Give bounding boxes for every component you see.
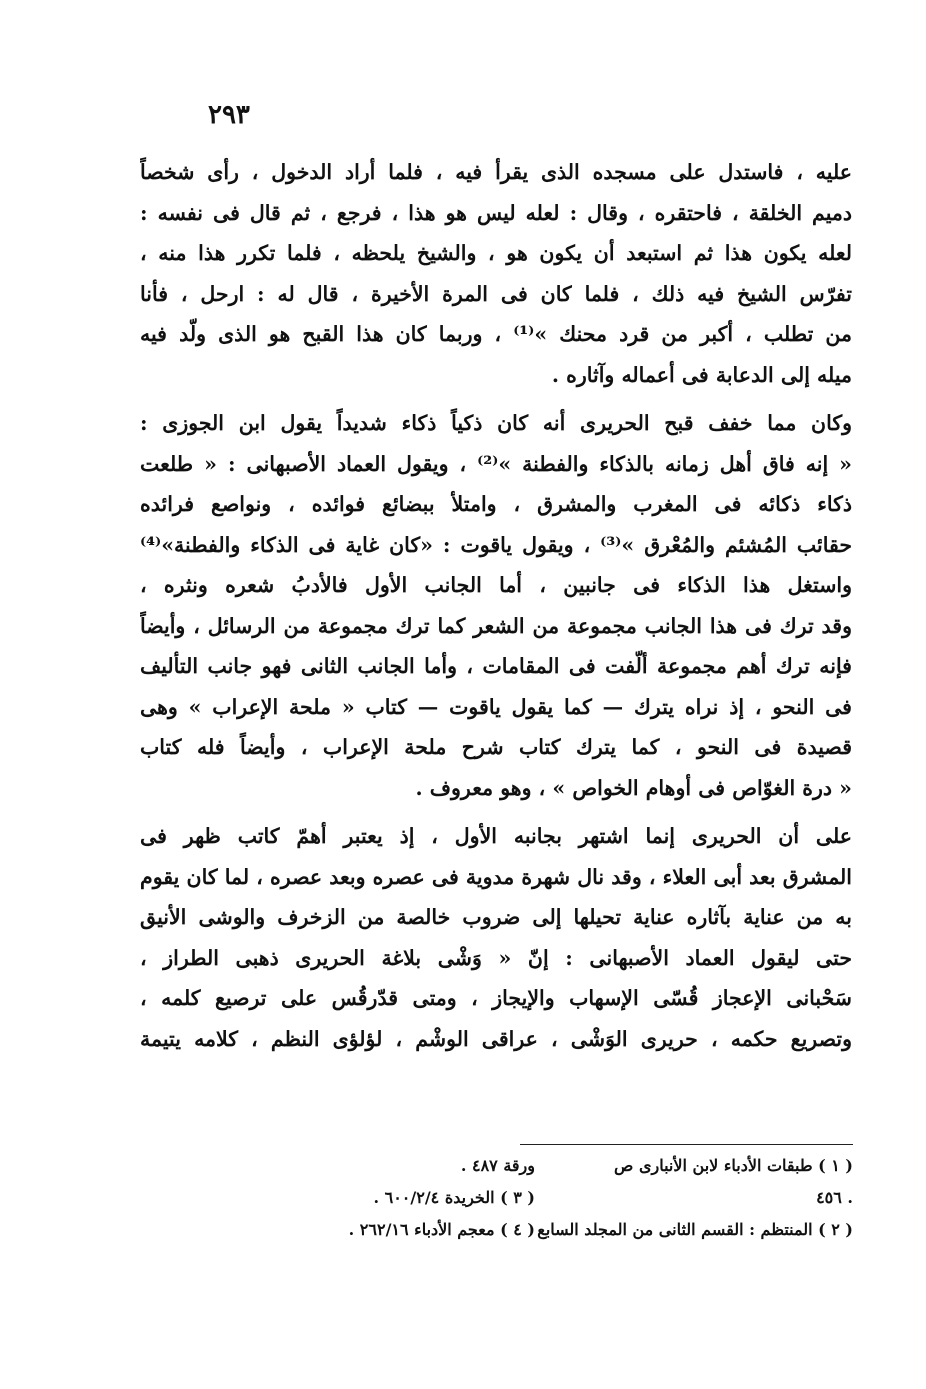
footnote-1-continuation: ورقة ٤٨٧ .: [460, 1156, 535, 1175]
text-line: حتى ليقول العماد الأصبهانى : إنّ « وَشْى بلاغة الحريرى ذهبى الطراز ،: [140, 945, 852, 970]
text-line: وتصريع حكمه ، حريرى الوَشْى ، عراقى الوشْم ، لؤلؤى النظم ، كلامه يتيمة: [140, 1026, 852, 1051]
text-line: سَحْبانى الإعجاز قُسّى الإسهاب والإيجاز ، ومتى قدّرقُس على ترصيع كلمه ،: [140, 986, 852, 1010]
footnote-row: [260, 1150, 853, 1182]
text-line: المشرق بعد أبى العلاء ، وقد نال شهرة مدوية فى عصره وبعد عصره ، لما كان يقوم: [140, 864, 852, 889]
text-line: لعله يكون هذا ثم استبعد أن يكون هو ، والشيخ يلحظه ، فلما تكرر هذا منه ،: [140, 241, 852, 265]
text-line: تفرّس الشيخ فيه ذلك ، فلما كان فى المرة الأخيرة ، قال له : ارحل ، فأنا: [140, 281, 852, 306]
footnotes: [260, 1150, 853, 1246]
text-line: عليه ، فاستدل على مسجده الذى يقرأ فيه ، فلما أراد الدخول ، رأى شخصاً: [140, 160, 852, 184]
paragraph-3: [140, 816, 852, 1059]
text-line: فى النحو ، إذ نراه يترك — كما يقول ياقوت — كتاب « ملحة الإعراب » وهى: [140, 694, 852, 719]
page-number: ٢٩٣: [208, 100, 250, 130]
body-text: [140, 152, 852, 1059]
text-line: به من عناية بآثاره عناية تحيلها إلى ضروب خالصة من الزخرف والوشى الأنيق: [140, 905, 852, 929]
text-line: دميم الخلقة ، فاحتقره ، وقال : لعله ليس هو هذا ، فرجع ، ثم قال فى نفسه :: [140, 200, 852, 225]
text-line: « إنه فاق أهل زمانه بالذكاء والفطنة »⁽²⁾ ، ويقول العماد الأصبهانى : « طلعت: [140, 451, 852, 476]
footnote-row: [260, 1182, 853, 1214]
text-line: حقائب المُشئم والمُعْرق »⁽³⁾ ، ويقول ياقوت : «كان غاية فى الذكاء والفطنة»⁽⁴⁾: [140, 532, 852, 557]
text-line: فإنه ترك أهم مجموعة ألّفت فى المقامات ، وأما الجانب الثانى فهو جانب التأليف: [140, 654, 852, 678]
footnote-1-page: . ٤٥٦: [816, 1188, 853, 1207]
footnote-1: ( ١ ) طبقات الأدباء لابن الأنبارى ص: [614, 1156, 853, 1175]
paragraph-1: [140, 152, 852, 395]
text-line: « درة الغوّاص فى أوهام الخواص » ، وهو معروف .: [415, 775, 852, 800]
paragraph-2: [140, 403, 852, 808]
footnote-3: ( ٣ ) الخريدة ٦٠٠/٢/٤ .: [373, 1188, 535, 1207]
footnote-4: ( ٤ ) معجم الأدباء ٢٦٢/١٦ .: [348, 1220, 535, 1239]
text-line: قصيدة فى النحو ، كما يترك كتاب شرح ملحة الإعراب ، وأيضاً فله كتاب: [140, 735, 852, 759]
text-line: واستغل هذا الذكاء فى جانبين ، أما الجانب الأول فالأدبُ شعره ونثره ،: [140, 573, 852, 597]
text-line: من تطلب ، أكبر من قرد محنك »⁽¹⁾ ، وربما كان هذا القبح هو الذى ولّد فيه: [140, 322, 852, 346]
text-line: وكان مما خفف قبح الحريرى أنه كان ذكياً ذكاء شديداً يقول ابن الجوزى :: [140, 411, 852, 435]
footnote-row: [260, 1214, 853, 1246]
text-line: ميله إلى الدعابة فى أعماله وآثاره .: [551, 362, 852, 387]
text-line: ذكاء ذكائه فى المغرب والمشرق ، وامتلأ ببضائع فوائده ، ونواصع فرائده: [140, 492, 852, 516]
footnote-separator: [520, 1144, 853, 1145]
text-line: وقد ترك فى هذا الجانب مجموعة من الشعر كما ترك مجموعة من الرسائل ، وأيضاً: [140, 613, 852, 638]
footnote-2: ( ٢ ) المنتظم : القسم الثانى من المجلد السابع: [537, 1220, 853, 1239]
text-line: على أن الحريرى إنما اشتهر بجانبه الأول ، إذ يعتبر أهمّ كاتب ظهر فى: [140, 824, 852, 848]
